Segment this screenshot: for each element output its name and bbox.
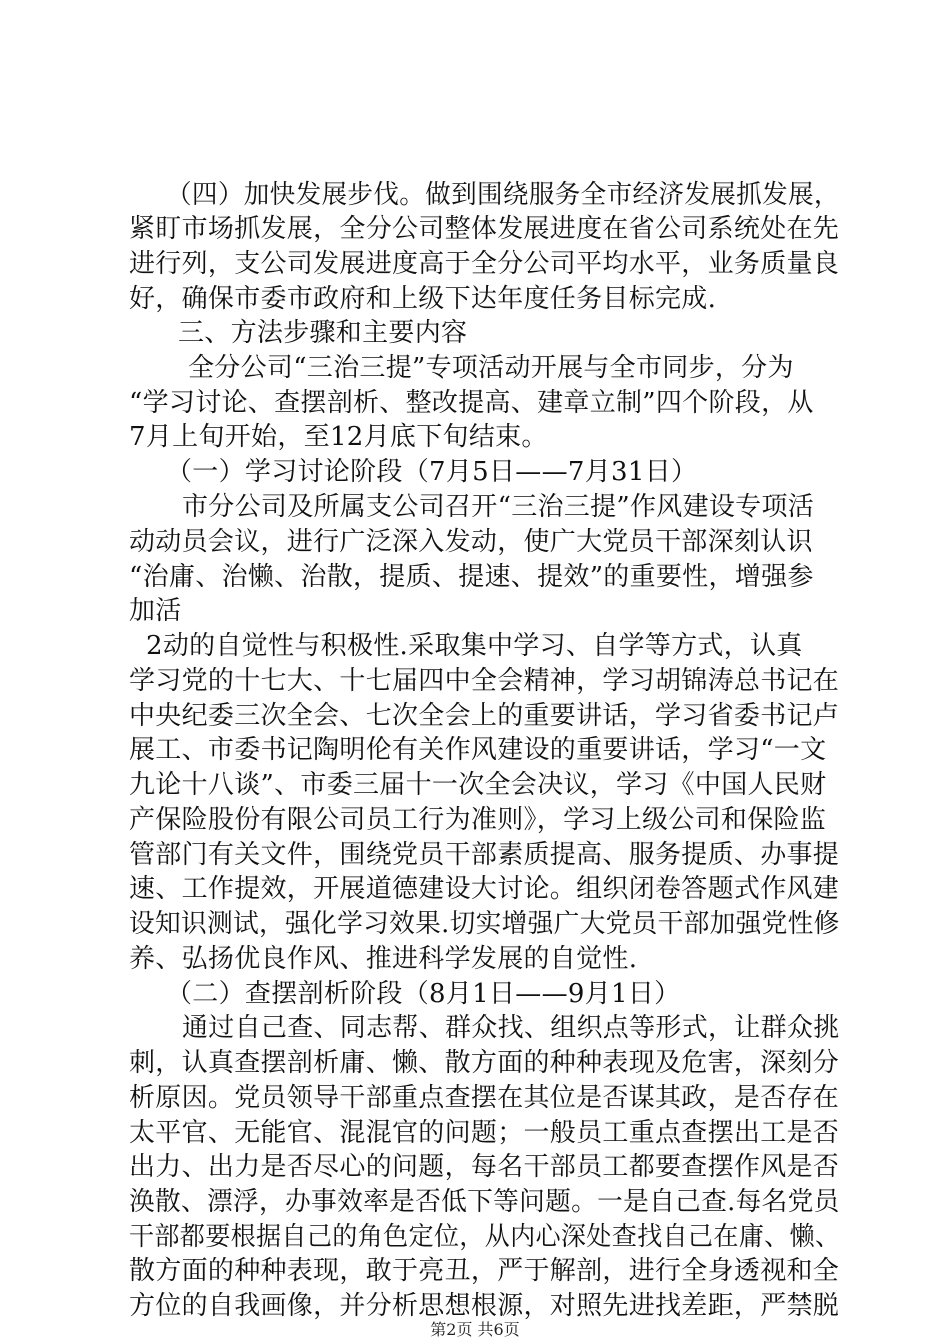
text-line: 设知识测试，强化学习效果.切实增强广大党员干部加强党性修 — [129, 909, 840, 939]
text-line: 速、工作提效，开展道德建设大讨论。组织闭卷答题式作风建 — [129, 874, 840, 904]
text-line: 2动的自觉性与积极性.采取集中学习、自学等方式，认真 — [146, 631, 803, 661]
subsection-heading: （一）学习讨论阶段（7月5日——7月31日） — [166, 457, 698, 487]
text-line: 展工、市委书记陶明伦有关作风建设的重要讲话，学习“一文 — [129, 735, 827, 765]
text-line: 太平官、无能官、混混官的问题；一般员工重点查摆出工是否 — [129, 1118, 840, 1148]
text-line: 学习党的十七大、十七届四中全会精神，学习胡锦涛总书记在 — [129, 666, 840, 696]
text-line: 刺，认真查摆剖析庸、懒、散方面的种种表现及危害，深刻分 — [129, 1048, 840, 1078]
text-line: 紧盯市场抓发展，全分公司整体发展进度在省公司系统处在先 — [129, 214, 840, 244]
section-heading: 三、方法步骤和主要内容 — [178, 318, 468, 348]
text-line: 加活 — [129, 596, 182, 626]
text-line: 好，确保市委市政府和上级下达年度任务目标完成. — [129, 284, 717, 314]
text-line: 7月上旬开始，至12月底下旬结束。 — [129, 422, 548, 452]
text-line: 出力、出力是否尽心的问题，每名干部员工都要查摆作风是否 — [129, 1152, 840, 1182]
subsection-heading: （二）查摆剖析阶段（8月1日——9月1日） — [166, 979, 681, 1009]
text-line: 动动员会议，进行广泛深入发动，使广大党员干部深刻认识 — [129, 527, 813, 557]
text-line: 方位的自我画像，并分析思想根源，对照先进找差距，严禁脱 — [129, 1291, 840, 1321]
text-line: 通过自己查、同志帮、群众找、组织点等形式，让群众挑 — [182, 1013, 840, 1043]
text-line: 养、弘扬优良作风、推进科学发展的自觉性. — [129, 944, 638, 974]
text-line: 产保险股份有限公司员工行为准则》，学习上级公司和保险监 — [129, 805, 827, 835]
text-line: 析原因。党员领导干部重点查摆在其位是否谋其政，是否存在 — [129, 1083, 840, 1113]
text-line: 中央纪委三次全会、七次全会上的重要讲话，学习省委书记卢 — [129, 701, 840, 731]
text-line: 管部门有关文件，围绕党员干部素质提高、服务提质、办事提 — [129, 840, 840, 870]
text-line: 涣散、漂浮，办事效率是否低下等问题。一是自己查.每名党员 — [129, 1187, 840, 1217]
text-line: “治庸、治懒、治散，提质、提速、提效”的重要性，增强参 — [129, 562, 814, 592]
text-line: 九论十八谈”、市委三届十一次全会决议，学习《中国人民财 — [129, 770, 827, 800]
text-line: （四）加快发展步伐。做到围绕服务全市经济发展抓发展， — [166, 180, 840, 210]
text-line: “学习讨论、查摆剖析、整改提高、建章立制”四个阶段，从 — [129, 388, 814, 418]
text-line: 全分公司“三治三提”专项活动开展与全市同步，分为 — [188, 353, 794, 383]
text-line: 进行列，支公司发展进度高于全分公司平均水平，业务质量良 — [129, 249, 840, 279]
text-line: 散方面的种种表现，敢于亮丑，严于解剖，进行全身透视和全 — [129, 1256, 840, 1286]
text-line: 干部都要根据自己的角色定位，从内心深处查找自己在庸、懒、 — [129, 1222, 841, 1252]
page-footer: 第2页 共6页 — [430, 1320, 520, 1339]
text-line: 市分公司及所属支公司召开“三治三提”作风建设专项活 — [182, 492, 815, 522]
